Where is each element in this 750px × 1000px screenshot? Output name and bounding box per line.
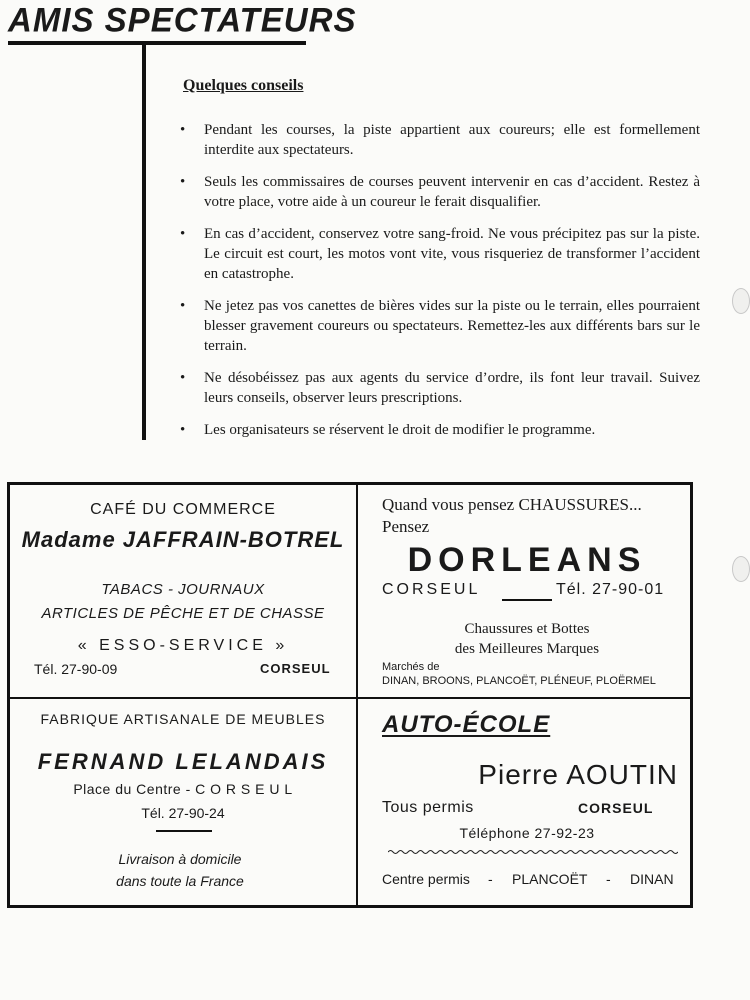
meubles-line1: Livraison à domicile (118, 851, 242, 867)
dorleans-marches: DINAN, BROONS, PLANCOËT, PLÉNEUF, PLOËRMEL (382, 675, 656, 687)
conseils-list (178, 120, 700, 452)
meubles-title: FABRIQUE ARTISANALE DE MEUBLES (40, 711, 326, 727)
dorleans-pensez: Pensez (382, 517, 430, 536)
bullet-icon: • (180, 226, 186, 242)
cafe-owner: Madame JAFFRAIN-BOTREL (21, 527, 345, 552)
tip-text: Ne désobéissez pas aux agents du service d’ordre, ils font leur travail. Suivez leurs conseils, observer leurs prescriptions. (204, 370, 700, 406)
list-item (178, 368, 700, 408)
list-item (178, 296, 700, 356)
auto-sep: - (606, 871, 611, 887)
meubles-tel: Tél. 27-90-24 (141, 805, 225, 821)
auto-permis: Tous permis (382, 799, 474, 816)
conseils-heading: Quelques conseils (183, 77, 304, 94)
auto-town2: PLANCOËT (512, 871, 588, 887)
bullet-icon: • (180, 298, 186, 314)
tip-text: En cas d’accident, conservez votre sang-froid. Ne vous précipitez pas sur la piste. Le circuit est court, les motos vont vite, vous risqueriez de transformer l’accident en catastrophe. (204, 226, 700, 282)
cafe-tel: Tél. 27-90-09 (34, 661, 118, 677)
punch-hole (732, 556, 750, 582)
wavy-rule (388, 849, 678, 855)
meubles-name: FERNAND LELANDAIS (37, 749, 329, 774)
meubles-line2: dans toute la France (116, 873, 244, 889)
auto-centre: Centre permis (382, 871, 470, 887)
cafe-name: CAFÉ DU COMMERCE (90, 501, 276, 518)
bullet-icon: • (180, 174, 186, 190)
title-rule (8, 41, 306, 45)
dorleans-line2: des Meilleures Marques (454, 641, 600, 657)
auto-tel: Téléphone 27-92-23 (459, 825, 595, 841)
auto-town: CORSEUL (578, 800, 654, 816)
tip-text: Pendant les courses, la piste appartient aux coureurs; elle est formellement interdite aux spectateurs. (204, 122, 700, 158)
bullet-icon: • (180, 122, 186, 138)
cafe-line1: TABACS - JOURNAUX (101, 581, 265, 598)
dorleans-marches-label: Marchés de (382, 661, 440, 673)
dorleans-quand: Quand vous pensez CHAUSSURES... (382, 495, 642, 514)
meubles-address: Place du Centre - C O R S E U L (73, 781, 293, 797)
punch-hole (732, 288, 750, 314)
dorleans-town: CORSEUL (382, 581, 481, 598)
cafe-line2: ARTICLES DE PÊCHE ET DE CHASSE (41, 605, 325, 622)
auto-sep: - (488, 871, 493, 887)
list-item (178, 172, 700, 212)
list-item (178, 224, 700, 284)
tip-text: Seuls les commissaires de courses peuvent intervenir en cas d’accident. Restez à votre place, votre aide à un coureur le ferait disqualifier. (204, 174, 700, 210)
tip-text: Ne jetez pas vos canettes de bières vides sur la piste ou le terrain, elles pourraient blesser gravement coureurs ou spectateurs. Remettez-les aux différents bars sur le terrain. (204, 298, 700, 354)
vertical-rule (142, 45, 146, 440)
auto-name: Pierre AOUTIN (478, 759, 678, 790)
auto-title: AUTO-ÉCOLE (382, 711, 551, 738)
cafe-town: CORSEUL (260, 661, 331, 676)
meubles-rule (156, 830, 212, 832)
advertisements (7, 482, 693, 908)
dorleans-rule (502, 599, 552, 601)
ads-horizontal-divider (10, 697, 690, 699)
auto-town3: DINAN (630, 871, 674, 887)
page-title: AMIS SPECTATEURS (8, 0, 357, 39)
cafe-esso: « ESSO-SERVICE » (77, 637, 289, 654)
bullet-icon: • (180, 422, 186, 438)
dorleans-name: DORLEANS (407, 541, 647, 579)
dorleans-tel: Tél. 27-90-01 (556, 581, 665, 598)
tip-text: Les organisateurs se réservent le droit de modifier le programme. (204, 422, 596, 438)
list-item (178, 420, 700, 440)
list-item (178, 120, 700, 160)
dorleans-line1: Chaussures et Bottes (464, 621, 590, 637)
bullet-icon: • (180, 370, 186, 386)
